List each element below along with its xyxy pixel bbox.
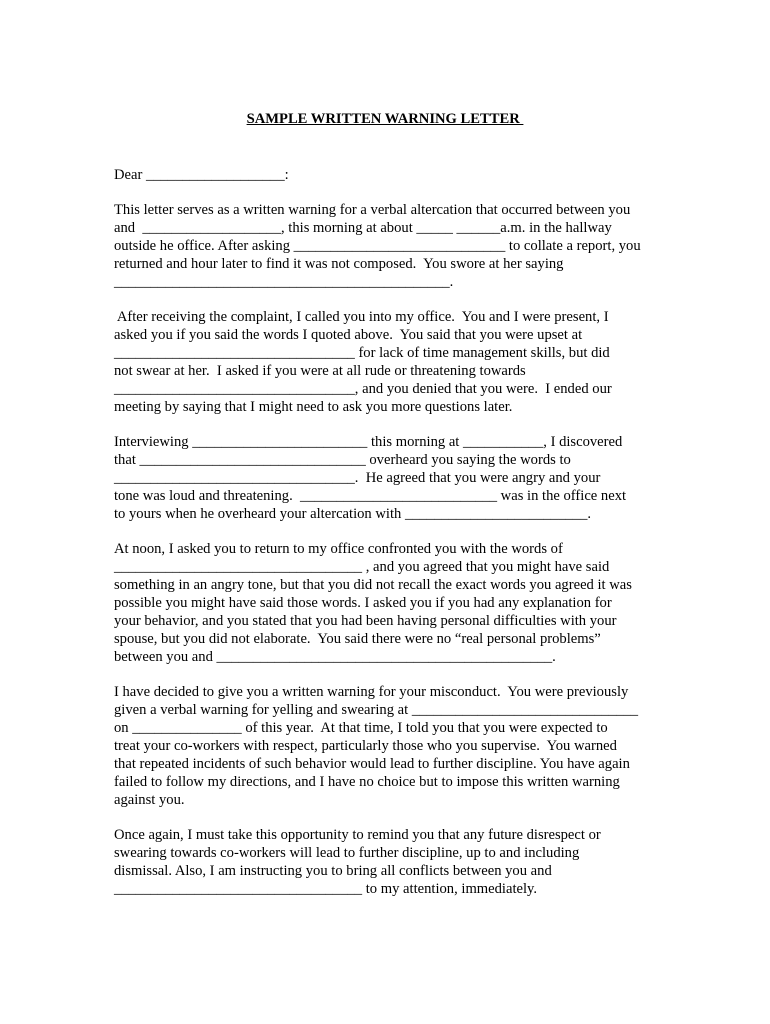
paragraph-3-line: Interviewing ________________________ this morning at ___________, I discovered xyxy=(114,434,623,450)
paragraph-2-line: meeting by saying that I might need to ask you more questions later. xyxy=(114,399,513,415)
paragraph-1-line: outside he office. After asking _____________________________ to collate a report, you xyxy=(114,238,641,254)
paragraph-4-line: between you and ______________________________________________. xyxy=(114,649,556,665)
paragraph-4-line: possible you might have said those words. I asked you if you had any explanation for xyxy=(114,595,612,611)
paragraph-4-line: At noon, I asked you to return to my office confronted you with the words of xyxy=(114,541,563,557)
paragraph-3-line: that _______________________________ overheard you saying the words to xyxy=(114,452,571,468)
paragraph-6-line: Once again, I must take this opportunity to remind you that any future disrespect or xyxy=(114,827,601,843)
paragraph-5-line: I have decided to give you a written warning for your misconduct. You were previously xyxy=(114,684,629,700)
paragraph-1-line: returned and hour later to find it was not composed. You swore at her saying xyxy=(114,256,564,272)
paragraph-2-line: asked you if you said the words I quoted above. You said that you were upset at xyxy=(114,327,583,343)
paragraph-3-line: to yours when he overheard your altercation with _________________________. xyxy=(114,506,592,522)
paragraph-5-line: against you. xyxy=(114,792,185,808)
salutation: Dear ___________________: xyxy=(114,167,289,183)
paragraph-2-line: After receiving the complaint, I called you into my office. You and I were present, I xyxy=(114,309,609,325)
paragraph-5-line: failed to follow my directions, and I have no choice but to impose this written warning xyxy=(114,774,620,790)
paragraph-2-line: not swear at her. I asked if you were at all rude or threatening towards xyxy=(114,363,526,379)
paragraph-1-line: ______________________________________________. xyxy=(114,274,454,290)
paragraph-3-line: tone was loud and threatening. ___________________________ was in the office next xyxy=(114,488,627,504)
paragraph-5-line: given a verbal warning for yelling and swearing at _______________________________ xyxy=(114,702,639,718)
paragraph-6-line: swearing towards co-workers will lead to further discipline, up to and including xyxy=(114,845,580,861)
paragraph-1-line: and ___________________, this morning at about _____ ______a.m. in the hallway xyxy=(114,220,612,236)
paragraph-4-line: your behavior, and you stated that you had been having personal difficulties with your xyxy=(114,613,617,629)
paragraph-5-line: treat your co-workers with respect, particularly those who you supervise. You warned xyxy=(114,738,617,754)
paragraph-5-line: that repeated incidents of such behavior would lead to further discipline. You have again xyxy=(114,756,630,772)
paragraph-5-line: on _______________ of this year. At that time, I told you that you were expected to xyxy=(114,720,608,736)
paragraph-4-line: __________________________________ , and you agreed that you might have said xyxy=(114,559,610,575)
paragraph-1-line: This letter serves as a written warning for a verbal altercation that occurred between you xyxy=(114,202,631,218)
paragraph-2-line: _________________________________, and you denied that you were. I ended our xyxy=(114,381,612,397)
paragraph-6-line: dismissal. Also, I am instructing you to bring all conflicts between you and xyxy=(114,863,552,879)
paragraph-4-line: spouse, but you did not elaborate. You said there were no “real personal problems” xyxy=(114,631,601,647)
paragraph-2-line: _________________________________ for lack of time management skills, but did xyxy=(114,345,610,361)
paragraph-6-line: __________________________________ to my attention, immediately. xyxy=(114,881,538,897)
paragraph-4-line: something in an angry tone, but that you did not recall the exact words you agreed it was xyxy=(114,577,632,593)
paragraph-3-line: _________________________________. He agreed that you were angry and your xyxy=(114,470,601,486)
document-title: SAMPLE WRITTEN WARNING LETTER xyxy=(246,111,524,127)
